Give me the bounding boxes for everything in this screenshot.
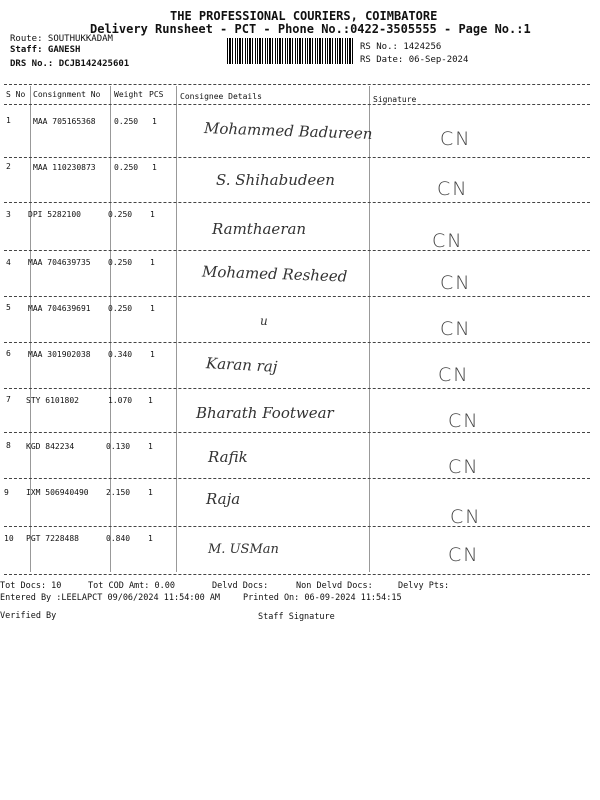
divider: [4, 157, 590, 158]
column-header-consignment: Consignment No: [33, 90, 101, 99]
divider: [4, 202, 590, 203]
column-divider: [30, 86, 31, 572]
divider: [4, 574, 590, 575]
row-consignment: MAA 704639691: [28, 304, 91, 313]
row-sno: 9: [4, 488, 9, 497]
rs-number: RS No.: 1424256: [360, 42, 442, 52]
row-consignment: STY 6101802: [26, 396, 79, 405]
row-consignment: MAA 704639735: [28, 258, 91, 267]
column-divider: [176, 86, 177, 572]
row-weight: 0.250: [114, 163, 139, 172]
row-signature: CN: [448, 410, 480, 432]
row-weight: 0.250: [114, 117, 139, 126]
row-weight: 0.250: [108, 304, 133, 313]
row-consignment: PGT 7228488: [26, 534, 79, 543]
row-weight: 0.840: [106, 534, 131, 543]
row-pcs: 1: [150, 350, 155, 359]
non-delivered-docs: Non Delvd Docs:: [296, 581, 373, 591]
row-signature: CN: [432, 230, 464, 252]
divider: [4, 526, 590, 527]
drs-number: DRS No.: DCJB142425601: [10, 59, 130, 69]
row-weight: 2.150: [106, 488, 131, 497]
column-header-signature: Signature: [373, 95, 417, 104]
column-divider: [369, 86, 370, 572]
divider: [4, 84, 590, 85]
divider: [4, 342, 590, 343]
rs-date: RS Date: 06-Sep-2024: [360, 55, 469, 65]
row-sno: 1: [6, 116, 11, 125]
row-consignee: S. Shihabudeen: [216, 171, 335, 189]
row-signature: CN: [448, 456, 480, 478]
delivery-points: Delvy Pts:: [398, 581, 450, 591]
row-consignment: IXM 506940490: [26, 488, 89, 497]
row-consignee: Rafik: [208, 448, 248, 466]
delivered-docs: Delvd Docs:: [212, 581, 269, 591]
row-weight: 1.070: [108, 396, 133, 405]
column-header-sno: S No: [6, 90, 26, 99]
row-consignee: Karan raj: [205, 354, 278, 376]
row-sno: 3: [6, 210, 11, 219]
route-label: Route: SOUTHUKKADAM: [10, 34, 113, 44]
row-consignment: KGD 842234: [26, 442, 75, 451]
verified-by-label: Verified By: [0, 611, 57, 621]
row-pcs: 1: [150, 210, 155, 219]
row-consignee: Mohamed Resheed: [201, 262, 348, 286]
row-pcs: 1: [148, 488, 153, 497]
row-consignment: MAA 110230873: [33, 163, 96, 172]
row-signature: CN: [440, 272, 472, 294]
row-sno: 4: [6, 258, 11, 267]
row-consignment: MAA 705165368: [33, 117, 96, 126]
staff-signature-label: Staff Signature: [258, 612, 335, 622]
row-sno: 10: [4, 534, 14, 543]
row-signature: CN: [438, 364, 470, 386]
divider: [4, 388, 590, 389]
divider: [4, 104, 590, 105]
barcode-image: [227, 38, 355, 64]
row-signature: CN: [440, 318, 472, 340]
divider: [4, 250, 590, 251]
row-weight: 0.340: [108, 350, 133, 359]
column-divider: [110, 86, 111, 572]
column-header-pcs: PCS: [149, 90, 164, 99]
company-name: THE PROFESSIONAL COURIERS, COIMBATORE: [170, 9, 438, 23]
row-pcs: 1: [150, 304, 155, 313]
row-consignee: Bharath Footwear: [196, 404, 334, 422]
column-header-weight: Weight: [114, 90, 143, 99]
row-signature: CN: [450, 506, 482, 528]
row-consignee: u: [260, 314, 268, 328]
row-consignee: Raja: [206, 490, 241, 508]
row-sno: 6: [6, 349, 11, 358]
divider: [4, 296, 590, 297]
row-sno: 5: [6, 303, 11, 312]
row-consignment: DPI 5282100: [28, 210, 81, 219]
total-docs: Tot Docs: 10: [0, 581, 62, 591]
row-sno: 2: [6, 162, 11, 171]
row-signature: CN: [437, 178, 469, 200]
row-pcs: 1: [152, 163, 157, 172]
row-consignee: Mohammed Badureen: [203, 119, 373, 143]
row-pcs: 1: [148, 534, 153, 543]
row-weight: 0.250: [108, 210, 133, 219]
row-consignee: M. USMan: [208, 542, 279, 557]
row-sno: 8: [6, 441, 11, 450]
printed-on: Printed On: 06-09-2024 11:54:15: [243, 593, 402, 603]
divider: [4, 478, 590, 479]
entered-by: Entered By :LEELAPCT 09/06/2024 11:54:00 AM: [0, 593, 221, 603]
divider: [4, 432, 590, 433]
row-signature: CN: [440, 128, 472, 150]
row-weight: 0.130: [106, 442, 131, 451]
row-weight: 0.250: [108, 258, 133, 267]
row-pcs: 1: [150, 258, 155, 267]
row-pcs: 1: [148, 442, 153, 451]
row-signature: CN: [448, 544, 480, 566]
row-sno: 7: [6, 395, 11, 404]
row-consignment: MAA 301902038: [28, 350, 91, 359]
column-header-consignee: Consignee Details: [180, 92, 262, 101]
row-pcs: 1: [152, 117, 157, 126]
runsheet-title: Delivery Runsheet - PCT - Phone No.:0422-3505555 - Page No.:1: [90, 22, 531, 36]
staff-label: Staff: GANESH: [10, 45, 81, 55]
total-cod-amount: Tot COD Amt: 0.00: [88, 581, 175, 591]
row-consignee: Ramthaeran: [212, 220, 307, 238]
row-pcs: 1: [148, 396, 153, 405]
